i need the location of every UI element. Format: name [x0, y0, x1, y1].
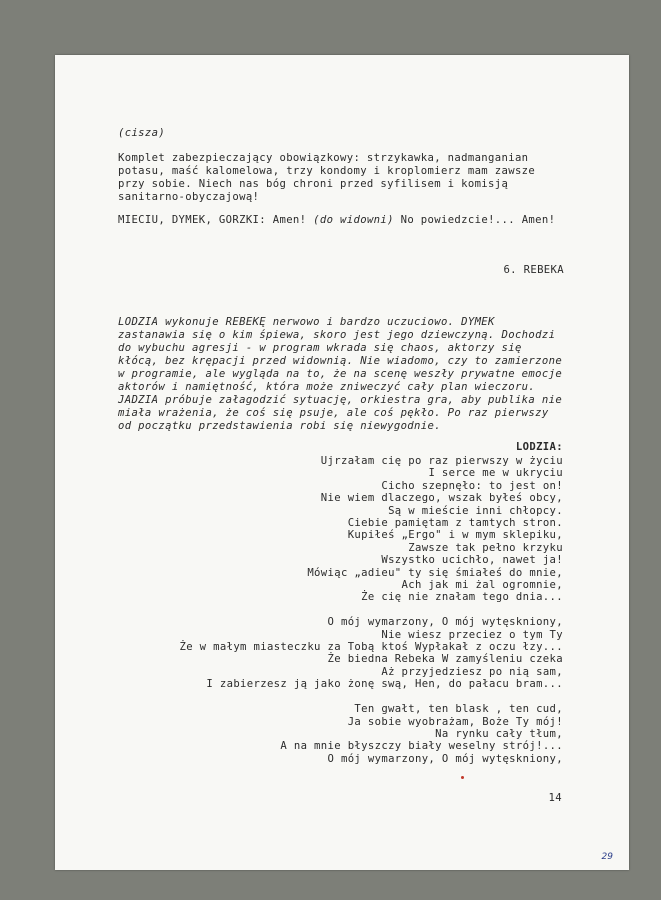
lyric-line: Ciebie pamiętam z tamtych stron. — [347, 517, 563, 530]
text-line: od początku przedstawienia robi się niewygodnie. — [118, 420, 441, 432]
section-title: 6. REBEKA — [503, 264, 564, 276]
stage-direction-silence: (cisza) — [118, 127, 166, 139]
text-line: przy sobie. Niech nas bóg chroni przed syfilisem i komisją — [118, 178, 509, 190]
lyric-line: A na mnie błyszczy biały weselny strój!... — [280, 740, 563, 753]
lyric-line: I zabierzesz ją jako żonę swą, Hen, do pałacu bram... — [206, 678, 563, 691]
lyric-line: Są w mieście inni chłopcy. — [388, 504, 563, 517]
lyric-line: I serce me w ukryciu — [428, 467, 563, 480]
lyric-line: Mówiąc „adieu" ty się śmiałeś do mnie, — [307, 566, 563, 579]
song-speaker: LODZIA: — [515, 441, 563, 453]
lyric-line: Kupiłeś „Ergo" i w mym sklepiku, — [347, 529, 563, 542]
text-line: zastanawia się o kim śpiewa, skoro jest jego dziewczyną. Dochodzi — [118, 329, 556, 341]
lyric-line: O mój wymarzony, O mój wytęskniony, — [327, 752, 563, 765]
lyric-line: Aż przyjedziesz po nią sam, — [381, 665, 563, 678]
lyric-line: Ja sobie wyobrażam, Boże Ty mój! — [347, 715, 563, 728]
stanza-gap — [180, 604, 564, 616]
lyric-line: Cicho szepnęło: to jest on! — [381, 479, 563, 492]
lyric-line: Ujrzałam cię po raz pierwszy w życiu — [320, 455, 563, 467]
lyric-line: Zawsze tak pełno krzyku — [408, 541, 563, 554]
lyric-line: Na rynku cały tłum, — [435, 727, 563, 740]
lyric-line: Nie wiem dlaczego, wszak byłeś obcy, — [320, 492, 563, 505]
text-line: JADZIA próbuje załagodzić sytuację, orkiestra gra, aby publika nie — [118, 394, 563, 406]
chorus-rest: No powiedzcie!... Amen! — [393, 214, 556, 226]
chorus-aside: (do widowni) — [313, 214, 394, 226]
text-line: potasu, maść kalomelowa, trzy kondomy i kroplomierz mam zawsze — [118, 165, 536, 177]
lyric-line: Nie wiesz przeciez o tym Ty — [381, 628, 563, 641]
chorus-speakers: MIECIU, DYMEK, GORZKI: Amen! — [118, 214, 314, 226]
lyric-line: Ten gwałt, ten blask , ten cud, — [354, 703, 563, 716]
paragraph-hygiene-kit — [118, 152, 535, 204]
document-page — [55, 55, 629, 870]
text-line: do wybuchu agresji - w program wkrada się chaos, aktorzy się — [118, 342, 522, 354]
text-line: sanitarno-obyczajową! — [118, 191, 260, 203]
text-line: w programie, ale wygląda na to, że na scenę weszły prywatne emocje — [118, 368, 563, 380]
red-dot-mark — [461, 776, 464, 779]
text-line: aktorów i namiętność, która może zniweczyć cały plan wieczoru. — [118, 381, 536, 393]
text-line: Komplet zabezpieczający obowiązkowy: strzykawka, nadmanganian — [118, 152, 529, 164]
handwritten-page-number: 29 — [601, 852, 613, 862]
lyric-line: O mój wymarzony, O mój wytęskniony, — [327, 616, 563, 629]
lyric-line: Że biedna Rebeka W zamyśleniu czeka — [327, 653, 563, 666]
song-lyrics — [180, 455, 564, 765]
lyric-line: Że cię nie znałam tego dnia... — [361, 591, 563, 604]
lyric-line: Ach jak mi żal ogromnie, — [401, 579, 563, 592]
chorus-line — [118, 214, 555, 227]
lyric-line: Że w małym miasteczku za Tobą ktoś Wypłakał z oczu łzy... — [179, 641, 563, 654]
text-line: miała wrażenia, że coś się psuje, ale coś pękło. Po raz pierwszy — [118, 407, 549, 419]
text-line: LODZIA wykonuje REBEKĘ nerwowo i bardzo uczuciowo. DYMEK — [118, 316, 495, 328]
page-number: 14 — [548, 792, 562, 804]
lyric-line: Wszystko ucichło, nawet ja! — [381, 554, 563, 567]
stanza-gap — [180, 691, 564, 703]
stage-directions-block — [118, 316, 562, 433]
text-line: kłócą, bez krępacji przed widownią. Nie wiadomo, czy to zamierzone — [118, 355, 563, 367]
